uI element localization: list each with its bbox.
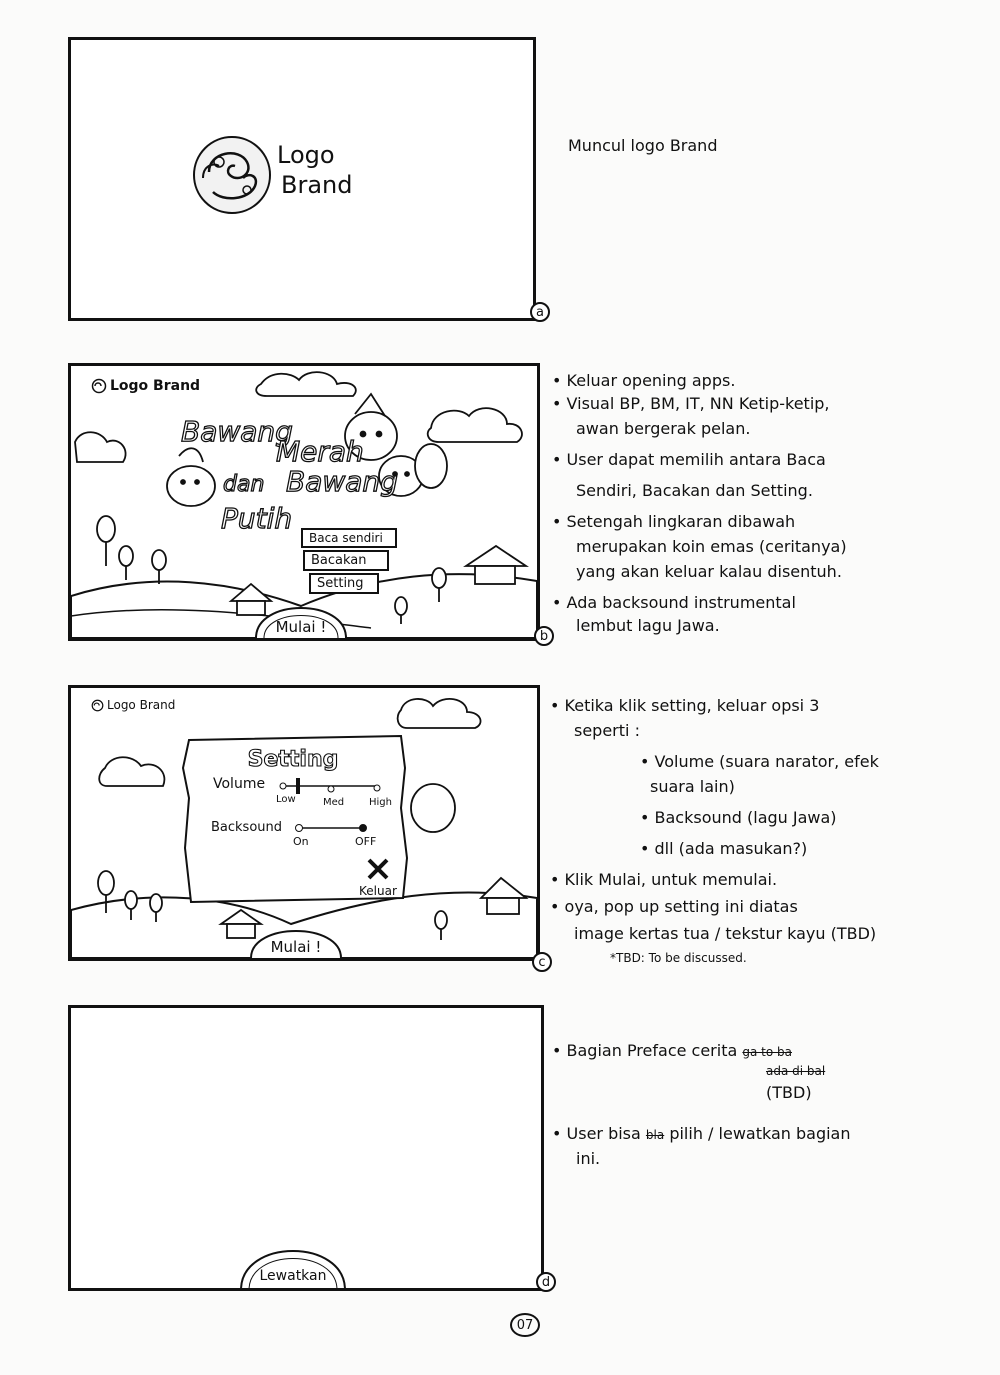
title-word: Bawang <box>181 415 293 448</box>
panel-d-frame <box>68 1005 544 1291</box>
tree-icon <box>97 516 115 542</box>
hut-icon <box>481 878 526 898</box>
volume-low-label: Low <box>276 794 296 805</box>
menu-bacakan-button[interactable]: Bacakan <box>303 550 389 571</box>
note-line: suara lain) <box>650 777 735 796</box>
backsound-on-label: On <box>293 835 309 848</box>
note-line: Muncul logo Brand <box>568 136 718 155</box>
close-label[interactable]: Keluar <box>359 884 397 898</box>
panel-d-letter: d <box>536 1272 556 1292</box>
note-line: • Setengah lingkaran dibawah <box>552 512 796 531</box>
note-line: *TBD: To be discussed. <box>610 951 747 965</box>
character-onion-icon <box>167 466 215 506</box>
note-text: • User bisa <box>552 1124 641 1143</box>
note-line: image kertas tua / tekstur kayu (TBD) <box>574 924 877 943</box>
brand-logo <box>189 132 275 222</box>
note-line: • Keluar opening apps. <box>552 371 736 390</box>
panel-c-letter: c <box>532 952 552 972</box>
volume-label: Volume <box>213 776 266 792</box>
note-line: • Ada backsound instrumental <box>552 593 796 612</box>
panel-b-notes <box>552 365 847 641</box>
page-number <box>510 1313 540 1337</box>
tree-icon <box>432 568 446 588</box>
tree-icon <box>98 871 114 895</box>
menu-setting-button[interactable]: Setting <box>309 573 379 594</box>
panel-c-scene <box>71 688 537 958</box>
cloud-icon <box>256 372 356 396</box>
backsound-off-label: OFF <box>355 835 377 848</box>
tree-icon <box>152 550 166 570</box>
tree-icon <box>150 894 162 912</box>
note-line: • Ketika klik setting, keluar opsi 3 <box>550 696 820 715</box>
swirl-logo-icon <box>91 378 107 394</box>
swirl-logo-icon <box>91 699 104 712</box>
logo-text <box>277 140 352 200</box>
panel-d-scene <box>71 1008 541 1288</box>
character-girl-icon <box>411 784 455 832</box>
note-text: • Bagian Preface cerita <box>552 1041 738 1060</box>
note-line: • oya, pop up setting ini diatas <box>550 897 798 916</box>
note-line: • Backsound (lagu Jawa) <box>640 808 837 827</box>
panel-b-scene <box>71 366 537 638</box>
logo-text-line2: Brand <box>281 171 353 199</box>
cloud-icon <box>99 757 164 786</box>
title-word: dan <box>223 472 265 497</box>
backsound-label: Backsound <box>211 820 283 835</box>
popup-title: Setting <box>247 747 339 772</box>
struck-text: ga to ba <box>742 1045 792 1059</box>
note-line: Sendiri, Bacakan dan Setting. <box>576 481 813 500</box>
note-line: lembut lagu Jawa. <box>576 616 720 635</box>
note-line: merupakan koin emas (ceritanya) <box>576 537 847 556</box>
note-line: • Volume (suara narator, efek <box>640 752 879 771</box>
panel-c-frame <box>68 685 540 961</box>
mulai-button[interactable]: Mulai ! <box>270 938 322 956</box>
note-line: • dll (ada masukan?) <box>640 839 808 858</box>
panel-a-letter: a <box>530 302 550 322</box>
title-word: Putih <box>221 502 293 535</box>
panel-c-notes <box>550 690 879 974</box>
panel-b-letter: b <box>534 626 554 646</box>
backsound-off-radio[interactable] <box>360 825 367 832</box>
note-line: • Klik Mulai, untuk memulai. <box>550 870 778 889</box>
note-line: • User dapat memilih antara Baca <box>552 450 826 469</box>
title-word: Merah <box>276 435 364 468</box>
note-line: awan bergerak pelan. <box>576 419 751 438</box>
title-word: Bawang <box>286 465 398 498</box>
volume-slider-handle[interactable] <box>296 778 300 794</box>
note-line: (TBD) <box>766 1083 812 1102</box>
panel-b-logo <box>91 378 200 394</box>
note-text: pilih / lewatkan bagian <box>669 1124 851 1143</box>
panel-d-notes <box>552 1035 851 1174</box>
lewatkan-button[interactable]: Lewatkan <box>259 1268 327 1284</box>
note-line: seperti : <box>574 721 640 740</box>
logo-label: Logo Brand <box>110 378 201 394</box>
panel-a-notes <box>568 130 717 161</box>
note-line: ini. <box>576 1149 601 1168</box>
cloud-icon <box>75 432 126 462</box>
hut-icon <box>466 546 526 566</box>
panel-a-frame <box>68 37 536 321</box>
tree-icon <box>395 597 407 615</box>
note-line: • Visual BP, BM, IT, NN Ketip-ketip, <box>552 394 830 413</box>
page-number-text: 07 <box>516 1318 534 1333</box>
struck-text: bla <box>645 1128 665 1142</box>
cloud-icon <box>398 699 481 728</box>
note-line: yang akan keluar kalau disentuh. <box>576 562 842 581</box>
mulai-button[interactable]: Mulai ! <box>275 618 327 636</box>
menu-baca-sendiri-button[interactable]: Baca sendiri <box>301 528 397 548</box>
backsound-on-radio[interactable] <box>296 825 303 832</box>
volume-med-label: Med <box>323 797 345 808</box>
tree-icon <box>119 546 133 566</box>
cloud-icon <box>428 408 522 442</box>
tree-icon <box>435 911 447 929</box>
struck-text: ada di bal <box>766 1064 826 1078</box>
volume-high-label: High <box>369 797 392 808</box>
tree-icon <box>125 891 137 909</box>
panel-c-logo <box>91 698 175 712</box>
swirl-logo-icon <box>189 132 275 218</box>
logo-label: Logo Brand <box>107 698 176 712</box>
logo-text-line1: Logo <box>277 141 335 169</box>
panel-b-frame <box>68 363 540 641</box>
